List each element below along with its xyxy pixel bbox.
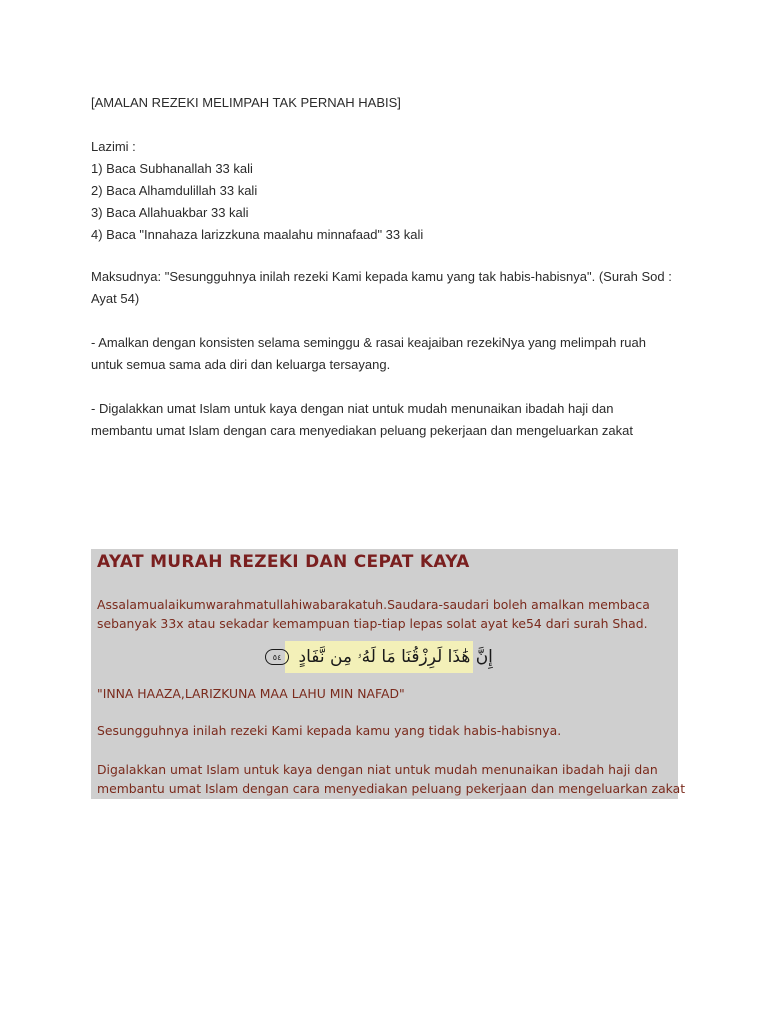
- arabic-verse: [265, 647, 493, 667]
- encourage-line: membantu umat Islam dengan cara menyediakan peluang pekerjaan dan mengeluarkan zakat: [91, 423, 634, 438]
- document-title: [AMALAN REZEKI MELIMPAH TAK PERNAH HABIS]: [91, 95, 401, 110]
- ayah-number-marker: ٥٤: [265, 649, 289, 665]
- panel-meaning: Sesungguhnya inilah rezeki Kami kepada kamu yang tidak habis-habisnya.: [97, 723, 562, 738]
- panel-transliteration: "INNA HAAZA,LARIZKUNA MAA LAHU MIN NAFAD": [97, 686, 405, 701]
- arabic-verse-text: إِنَّ هَٰذَا لَرِزْقُنَا مَا لَهُۥ مِن نَّفَادٍ: [298, 647, 493, 667]
- practice-item: 3) Baca Allahuakbar 33 kali: [91, 205, 249, 220]
- embedded-image-panel: [91, 549, 686, 799]
- meaning-line: Ayat 54): [91, 291, 140, 306]
- practice-note-line: untuk semua sama ada diri dan keluarga tersayang.: [91, 357, 391, 372]
- panel-encourage-line: membantu umat Islam dengan cara menyediakan peluang pekerjaan dan mengeluarkan zakat: [97, 781, 686, 796]
- practice-item: 2) Baca Alhamdulillah 33 kali: [91, 183, 258, 198]
- document-body: [91, 92, 691, 442]
- meaning-line: Maksudnya: "Sesungguhnya inilah rezeki Kami kepada kamu yang tak habis-habisnya". (Surah Sod :: [91, 269, 672, 284]
- panel-title: AYAT MURAH REZEKI DAN CEPAT KAYA: [97, 552, 470, 572]
- lazimi-label: Lazimi :: [91, 139, 136, 154]
- panel-encourage: [97, 760, 685, 798]
- encourage-line: - Digalakkan umat Islam untuk kaya dengan niat untuk mudah menunaikan ibadah haji dan: [91, 401, 614, 416]
- panel-intro: [97, 595, 650, 633]
- verse-highlight: [272, 641, 493, 673]
- practice-note-line: - Amalkan dengan konsisten selama seminggu & rasai keajaiban rezekiNya yang melimpah ruah: [91, 335, 646, 350]
- practice-item: 4) Baca "Innahaza larizzkuna maalahu minnafaad" 33 kali: [91, 227, 424, 242]
- panel-intro-line: sebanyak 33x atau sekadar kemampuan tiap-tiap lepas solat ayat ke54 dari surah Shad.: [97, 616, 648, 631]
- panel-encourage-line: Digalakkan umat Islam untuk kaya dengan niat untuk mudah menunaikan ibadah haji dan: [97, 762, 658, 777]
- panel-intro-line: Assalamualaikumwarahmatullahiwabarakatuh.Saudara-saudari boleh amalkan membaca: [97, 597, 650, 612]
- practice-item: 1) Baca Subhanallah 33 kali: [91, 161, 253, 176]
